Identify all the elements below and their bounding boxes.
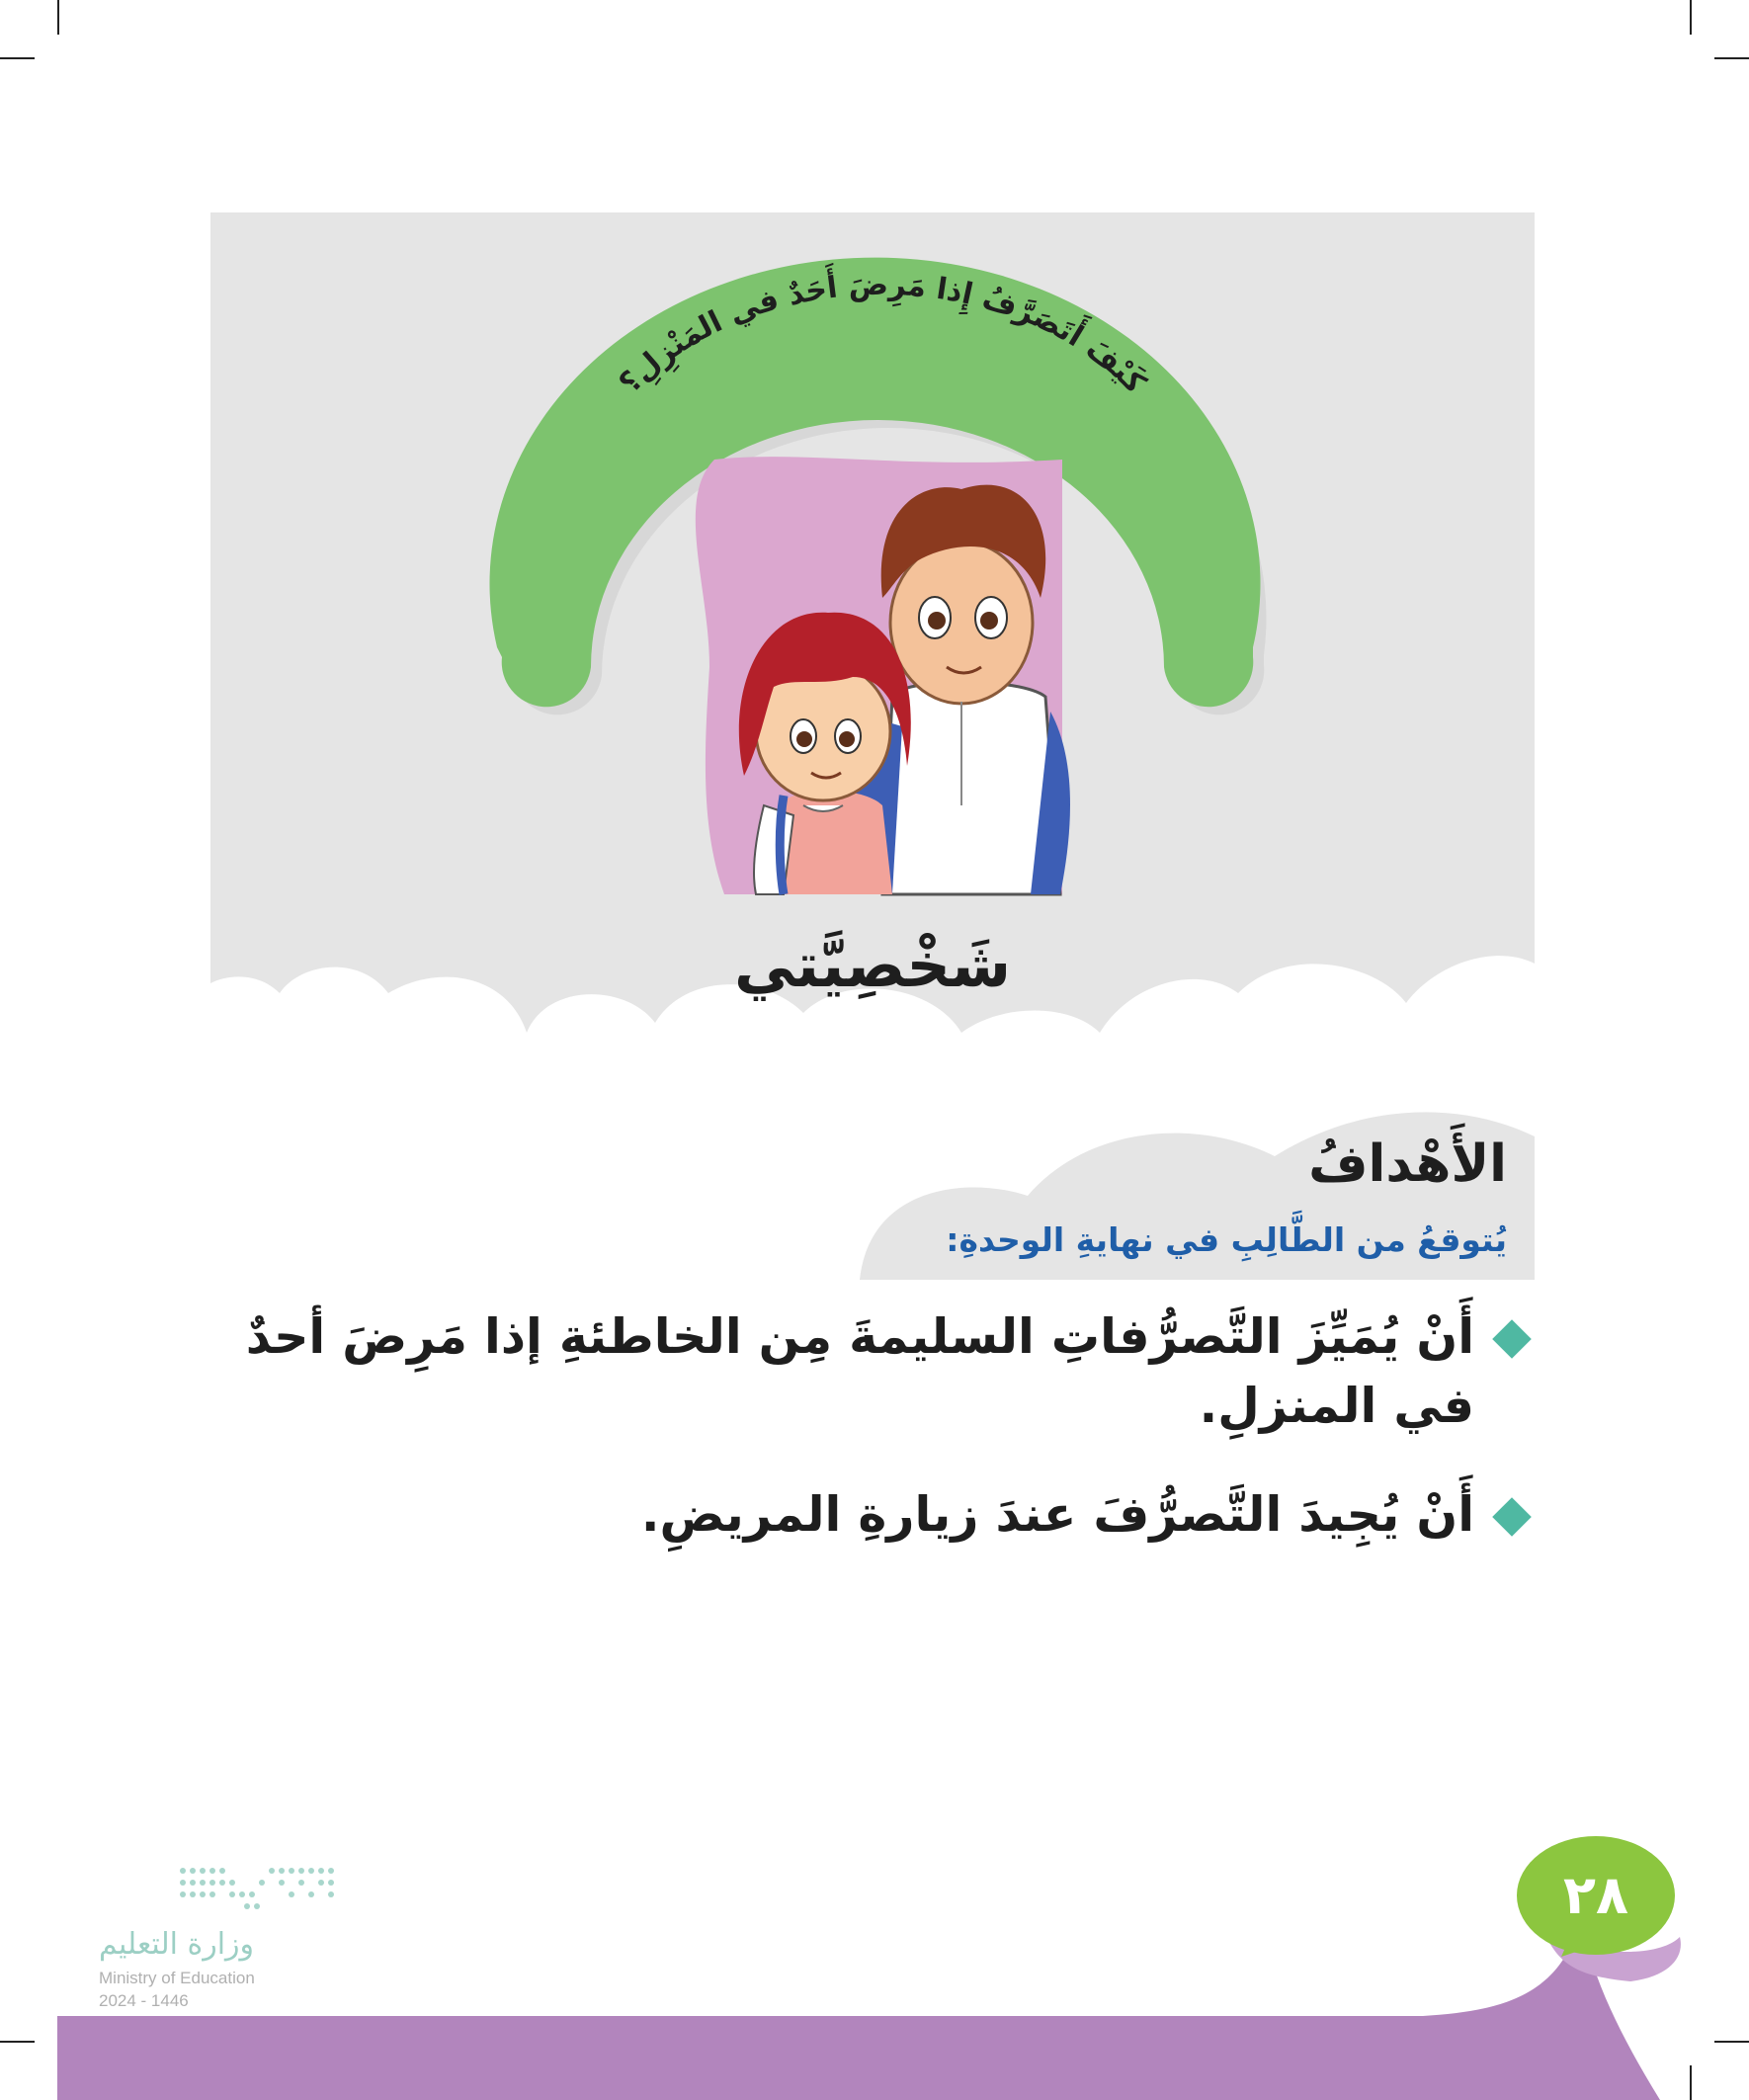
ministry-name-ar: وزارة التعليم bbox=[99, 1927, 255, 1962]
unit-banner bbox=[210, 212, 1535, 1112]
ministry-year: 2024 - 1446 bbox=[99, 1991, 189, 2010]
crop-mark bbox=[1714, 57, 1749, 59]
goals-subtitle: يُتوقعُ من الطَّالِبِ في نهايةِ الوحدةِ: bbox=[946, 1220, 1507, 1259]
crop-mark bbox=[1690, 0, 1692, 35]
unit-title: شَخْصِيَّتي bbox=[733, 929, 1012, 1001]
ministry-name-en: Ministry of Education bbox=[99, 1969, 255, 1987]
objective-item bbox=[188, 1480, 1532, 1550]
objective-text: أَنْ يُمَيِّزَ التَّصرُّفاتِ السليمةَ مِن الخاطئةِ إذا مَرِضَ أحدٌ في المنزلِ. bbox=[245, 1308, 1474, 1434]
arc-title: كَيْفَ أَتَصَرَّفُ إِذا مَرِضَ أَحَدٌ في المَنْزِلِ؟ bbox=[613, 267, 1152, 401]
crop-mark bbox=[0, 57, 35, 59]
goals-heading: الأَهْدافُ bbox=[1308, 1134, 1507, 1194]
ministry-logo-icon bbox=[99, 1863, 356, 1922]
objective-item bbox=[188, 1302, 1532, 1441]
objectives-list bbox=[188, 1302, 1532, 1589]
objective-text: أَنْ يُجِيدَ التَّصرُّفَ عندَ زيارةِ المريضِ. bbox=[640, 1486, 1474, 1543]
page-number: ٢٨ bbox=[1517, 1836, 1675, 1955]
bullet-diamond-icon bbox=[1492, 1319, 1532, 1359]
crop-mark bbox=[57, 0, 59, 35]
bullet-diamond-icon bbox=[1492, 1497, 1532, 1537]
girl-illustration bbox=[739, 613, 911, 894]
